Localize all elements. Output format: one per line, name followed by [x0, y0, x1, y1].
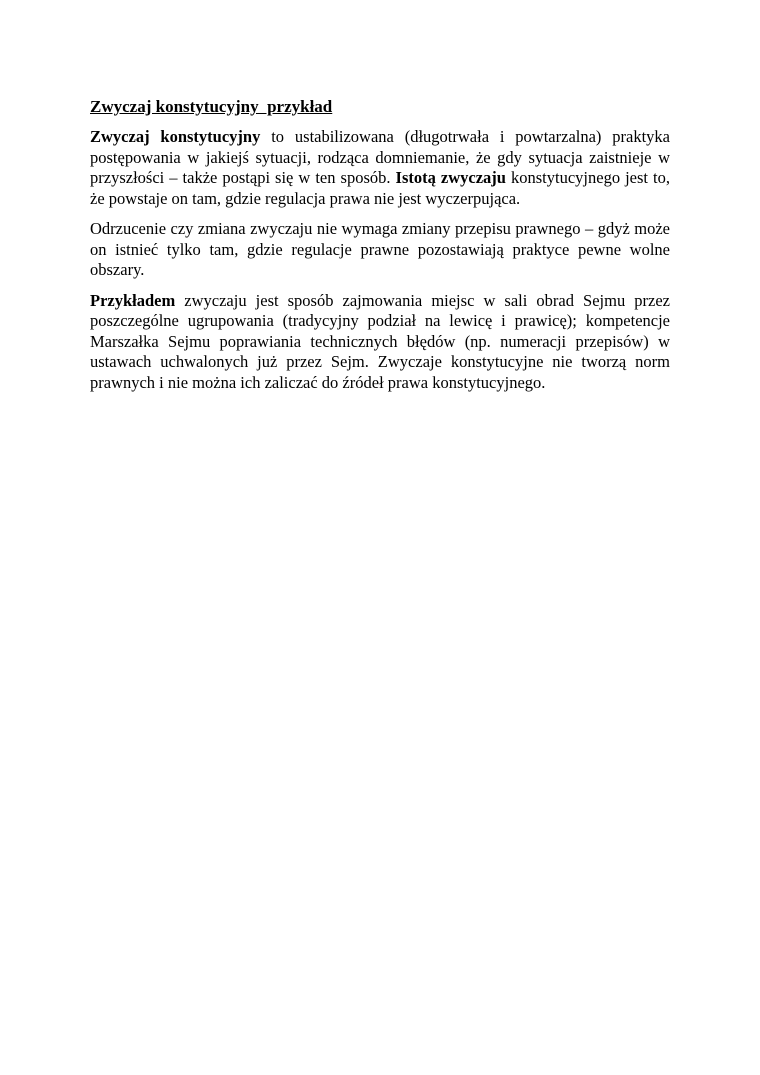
- paragraph-text: zwyczaju jest sposób zajmowania miejsc w sali obrad Sejmu przez poszczególne ugrupowania (tradycyjny podział na lewicę i prawicę); kompetencje Marszałka Sejmu poprawiania technicznych błędów (np. numeracji przepisów) w ustawach uchwalonych już przez Sejm. Zwyczaje konstytucyjne nie tworzą norm prawnych i nie można ich zaliczać do źródeł prawa konstytucyjnego.: [90, 290, 670, 392]
- paragraph-definition: [90, 127, 670, 209]
- paragraph-example: [90, 291, 670, 394]
- document-page: [90, 96, 670, 403]
- paragraph-text: Odrzucenie czy zmiana zwyczaju nie wymaga zmiany przepisu prawnego – gdyż może on istnieć tylko tam, gdzie regulacje prawne pozostawiają praktyce pewne wolne obszary.: [90, 219, 670, 279]
- term-bold: Zwyczaj konstytucyjny: [90, 127, 261, 146]
- document-title: Zwyczaj konstytucyjny przykład: [90, 97, 333, 116]
- example-bold: Przykładem: [90, 290, 176, 310]
- paragraph-text: to ustabilizowana (długotrwała i powtarzalna) praktyka postępowania w jakiejś sytuacji, rodząca domniemanie, że gdy sytuacja zaistnieje w przyszłości – także postąpi się w ten sposób.: [90, 127, 670, 187]
- emphasis-bold: Istotą zwyczaju: [395, 168, 506, 187]
- paragraph-change: [90, 219, 670, 281]
- paragraph-text: konstytucyjnego jest to, że powstaje on tam, gdzie regulacja prawa nie jest wyczerpująca.: [90, 168, 670, 208]
